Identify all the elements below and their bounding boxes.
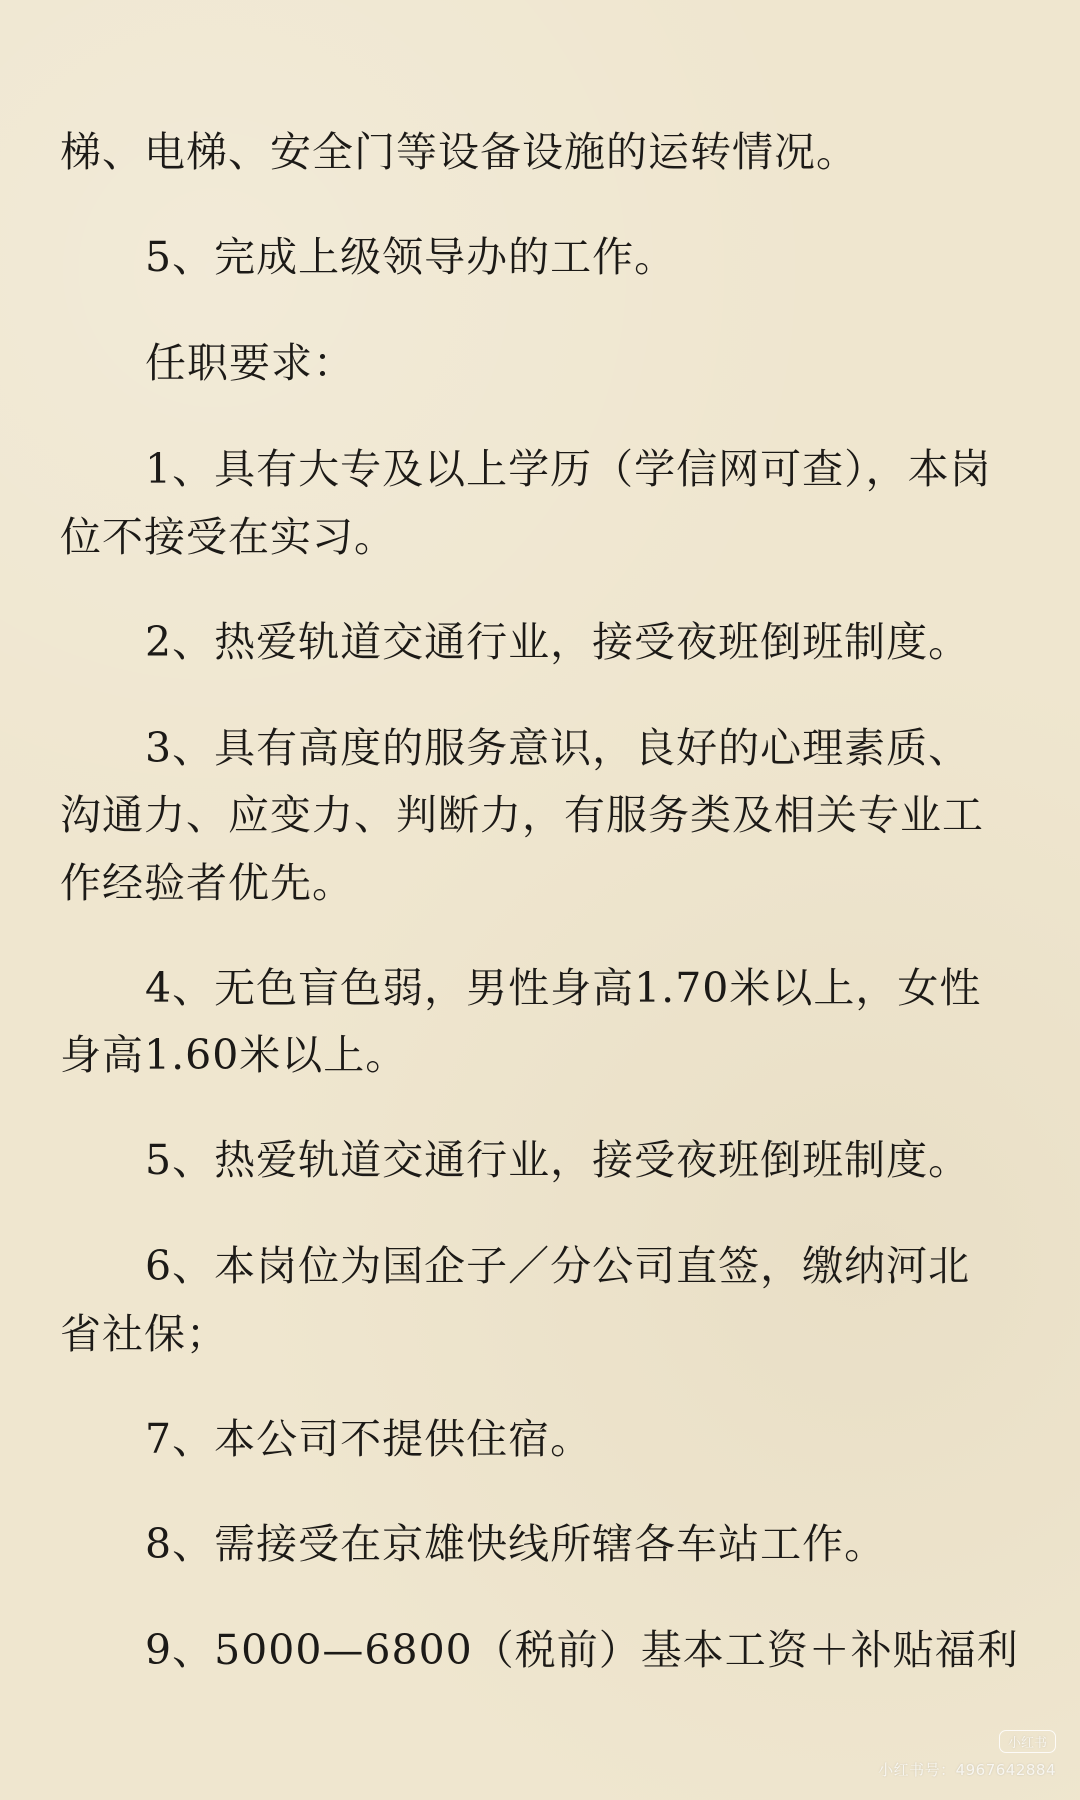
watermark-logo: 小红书: [999, 1730, 1056, 1753]
text-line: 5、热爱轨道交通行业，接受夜班倒班制度。: [145, 1136, 971, 1184]
text-line: 3、具有高度的服务意识，良好的心理素质、: [145, 724, 971, 772]
watermark: [878, 1730, 1056, 1780]
watermark-id: 小红书号：4967642884: [878, 1761, 1056, 1779]
section-heading: 任职要求：: [145, 339, 355, 387]
text-line: 1、具有大专及以上学历（学信网可查），本岗: [145, 445, 992, 493]
text-line: 2、热爱轨道交通行业，接受夜班倒班制度。: [145, 618, 971, 666]
text-line: 作经验者优先。: [60, 859, 354, 907]
text-line: 5、完成上级领导办的工作。: [145, 233, 677, 281]
text-line: 身高1.60米以上。: [60, 1031, 408, 1079]
text-line: 位不接受在实习。: [60, 513, 396, 561]
text-line: 4、无色盲色弱，男性身高1.70米以上，女性: [145, 964, 982, 1012]
text-line: 7、本公司不提供住宿。: [145, 1415, 593, 1463]
text-line: 6、本岗位为国企子／分公司直签，缴纳河北: [145, 1242, 971, 1290]
text-line: 沟通力、应变力、判断力，有服务类及相关专业工: [60, 791, 984, 839]
text-line: 9、5000—6800（税前）基本工资＋补贴福利: [145, 1626, 1019, 1674]
text-line: 省社保；: [60, 1310, 228, 1358]
text-line: 8、需接受在京雄快线所辖各车站工作。: [145, 1520, 887, 1568]
text-line: 梯、电梯、安全门等设备设施的运转情况。: [60, 128, 858, 176]
